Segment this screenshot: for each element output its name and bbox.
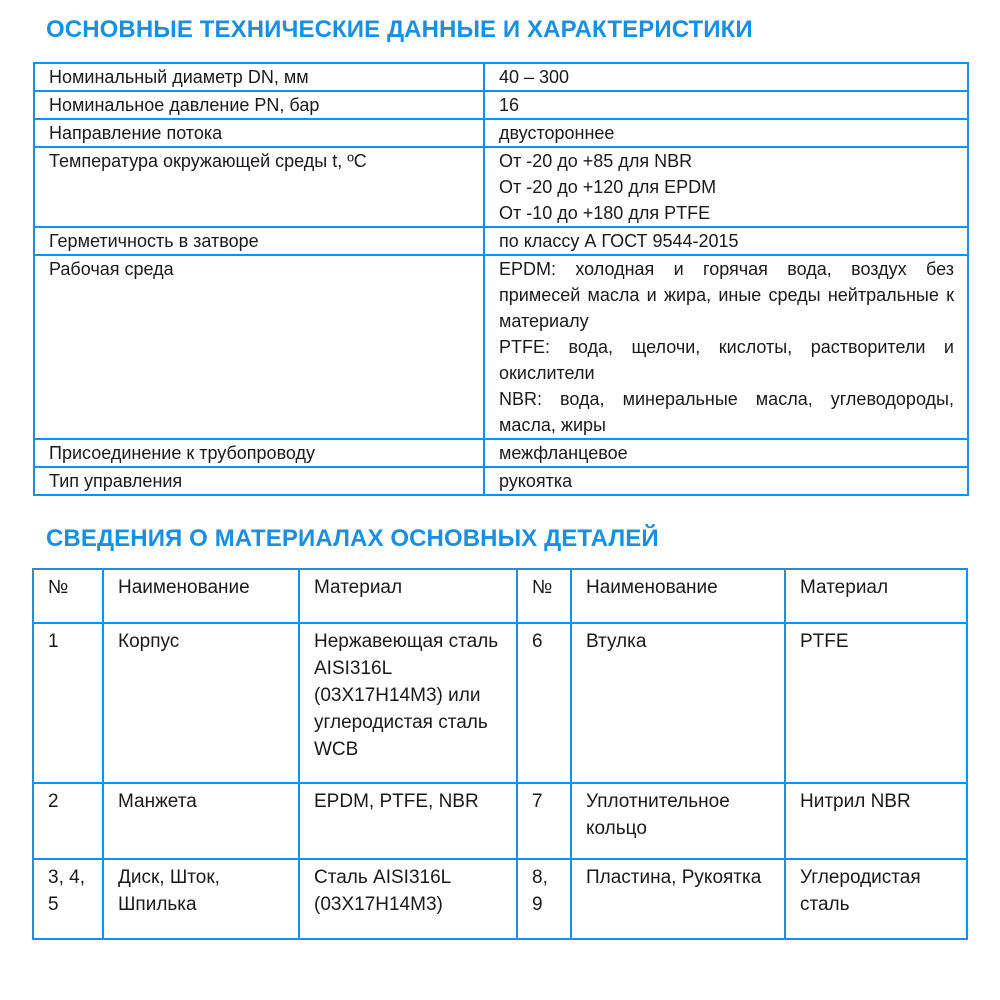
part-name: Втулка: [571, 623, 785, 783]
header-number: №: [33, 569, 103, 623]
spec-value: 16: [484, 91, 968, 119]
specs-section-title: ОСНОВНЫЕ ТЕХНИЧЕСКИЕ ДАННЫЕ И ХАРАКТЕРИСТИКИ: [46, 16, 753, 43]
part-number: 2: [33, 783, 103, 859]
part-name: Пластина, Рукоятка: [571, 859, 785, 939]
part-material: Нитрил NBR: [785, 783, 967, 859]
part-number: 1: [33, 623, 103, 783]
part-name: Диск, Шток, Шпилька: [103, 859, 299, 939]
spec-label: Присоединение к трубопроводу: [34, 439, 484, 467]
table-row: [34, 119, 968, 147]
spec-label: Тип управления: [34, 467, 484, 495]
spec-label: Направление потока: [34, 119, 484, 147]
part-number: 7: [517, 783, 571, 859]
part-material: Углеродистая сталь: [785, 859, 967, 939]
header-name: Наименование: [103, 569, 299, 623]
part-material: PTFE: [785, 623, 967, 783]
header-name: Наименование: [571, 569, 785, 623]
spec-label: Герметичность в затворе: [34, 227, 484, 255]
spec-value: 40 – 300: [484, 63, 968, 91]
materials-table: [32, 568, 968, 940]
spec-label: Номинальный диаметр DN, мм: [34, 63, 484, 91]
part-number: 6: [517, 623, 571, 783]
part-material: EPDM, PTFE, NBR: [299, 783, 517, 859]
table-row: [34, 439, 968, 467]
table-row: [33, 783, 967, 859]
header-material: Материал: [785, 569, 967, 623]
part-number: 8, 9: [517, 859, 571, 939]
table-row: [34, 91, 968, 119]
table-row: [33, 859, 967, 939]
part-number: 3, 4, 5: [33, 859, 103, 939]
spec-value: по классу А ГОСТ 9544-2015: [484, 227, 968, 255]
materials-section-title: СВЕДЕНИЯ О МАТЕРИАЛАХ ОСНОВНЫХ ДЕТАЛЕЙ: [46, 525, 659, 552]
table-header-row: [33, 569, 967, 623]
table-row: [34, 63, 968, 91]
spec-label: Номинальное давление PN, бар: [34, 91, 484, 119]
spec-value: двустороннее: [484, 119, 968, 147]
part-name: Корпус: [103, 623, 299, 783]
spec-label: Температура окружающей среды t, ºC: [34, 147, 484, 227]
table-row: [34, 255, 968, 439]
part-name: Уплотнительное кольцо: [571, 783, 785, 859]
part-material: Сталь AISI316L (03Х17Н14М3): [299, 859, 517, 939]
table-row: [33, 623, 967, 783]
part-material: Нержавеющая сталь AISI316L (03Х17Н14М3) или углеродистая сталь WCB: [299, 623, 517, 783]
spec-value: EPDM: холодная и горячая вода, воздух без примесей масла и жира, иные среды нейтральные к материалу PTFE: вода, щелочи, кислоты, растворители и окислители NBR: вода, минеральные масла, углеводороды, масла, жиры: [484, 255, 968, 439]
spec-value: рукоятка: [484, 467, 968, 495]
specs-table: [33, 62, 969, 496]
table-row: [34, 227, 968, 255]
header-material: Материал: [299, 569, 517, 623]
table-row: [34, 147, 968, 227]
header-number: №: [517, 569, 571, 623]
table-row: [34, 467, 968, 495]
part-name: Манжета: [103, 783, 299, 859]
spec-value: От -20 до +85 для NBR От -20 до +120 для EPDM От -10 до +180 для PTFE: [484, 147, 968, 227]
spec-value: межфланцевое: [484, 439, 968, 467]
spec-label: Рабочая среда: [34, 255, 484, 439]
